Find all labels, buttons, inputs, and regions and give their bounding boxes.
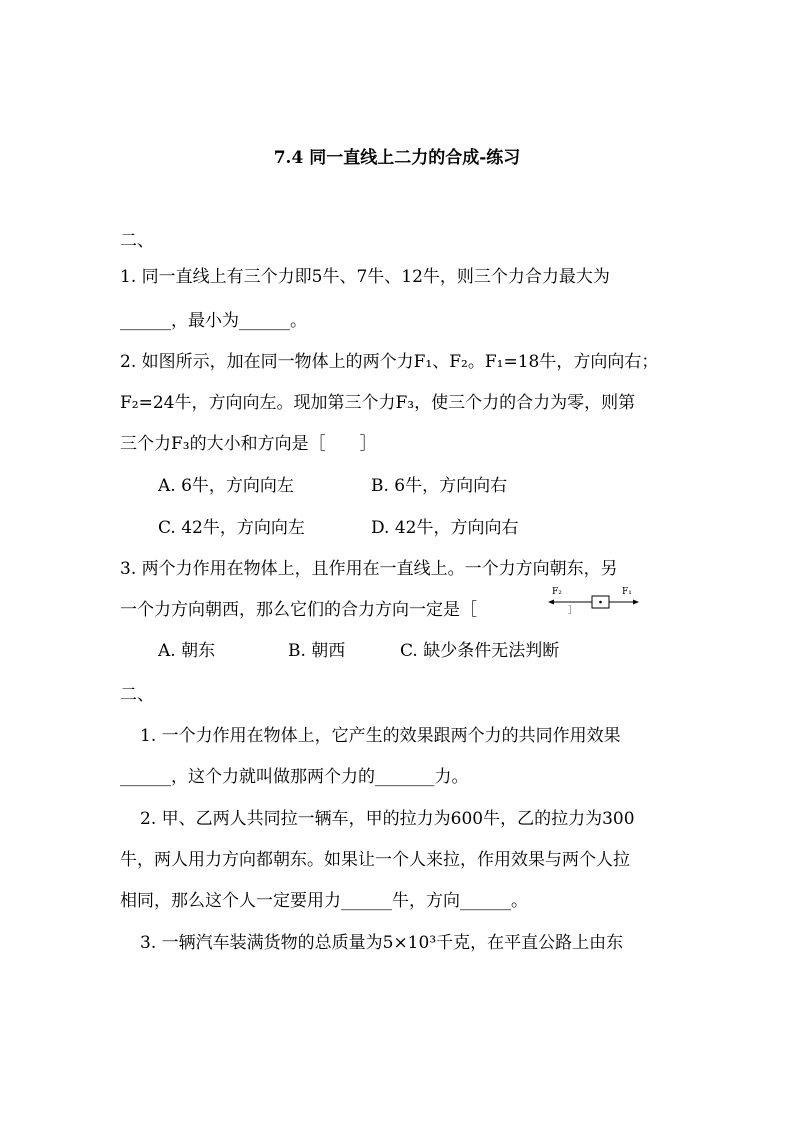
s2-q2-line-3: 相同，那么这个人一定要用力______牛，方向______。	[120, 891, 528, 911]
section-2-heading: 二、	[120, 685, 154, 705]
q1-line-2: ______，最小为______。	[120, 311, 307, 331]
q2-option-b: B. 6牛，方向向右	[371, 476, 508, 496]
q3-line-2: 一个力方向朝西，那么它们的合力方向一定是［	[120, 600, 477, 620]
q3-option-c: C. 缺少条件无法判断	[400, 641, 560, 661]
object-center-dot	[599, 601, 602, 604]
s2-q2-line-2: 牛，两人用力方向都朝东。如果让一个人来拉，作用效果与两个人拉	[120, 850, 630, 870]
q3-option-b: B. 朝西	[288, 641, 346, 661]
s2-q1-line-1: 1. 一个力作用在物体上，它产生的效果跟两个力的共同作用效果	[140, 726, 621, 746]
page-title: 7.4 同一直线上二力的合成-练习	[273, 148, 521, 168]
diagram-label-f2: F₂	[552, 587, 562, 597]
arrow-f1-head	[633, 600, 639, 605]
q3-line-1: 3. 两个力作用在物体上，且作用在一直线上。一个力方向朝东，另	[120, 559, 618, 579]
s2-q3-line-1: 3. 一辆汽车装满货物的总质量为5×10³千克，在平直公路上由东	[140, 933, 624, 953]
q3-bracket-close: ］	[568, 606, 578, 614]
q2-option-d: D. 42牛，方向向右	[371, 518, 519, 538]
q2-option-c: C. 42牛，方向向左	[158, 518, 305, 538]
q2-line-3: 三个力F₃的大小和方向是［ ］	[120, 434, 377, 454]
q2-line-2: F₂=24牛，方向向左。现加第三个力F₃，使三个力的合力为零，则第	[120, 393, 636, 413]
q2-option-a: A. 6牛，方向向左	[158, 476, 294, 496]
q1-line-1: 1. 同一直线上有三个力即5牛、7牛、12牛，则三个力合力最大为	[120, 267, 610, 287]
q2-line-1: 2. 如图所示，加在同一物体上的两个力F₁、F₂。F₁=18牛，方向向右；	[120, 352, 659, 372]
q3-option-a: A. 朝东	[158, 641, 216, 661]
section-1-heading: 二、	[120, 231, 154, 251]
arrow-f2-head	[548, 600, 554, 605]
s2-q2-line-1: 2. 甲、乙两人共同拉一辆车，甲的拉力为600牛，乙的拉力为300	[140, 809, 635, 829]
force-diagram	[546, 584, 646, 614]
s2-q1-line-2: ______，这个力就叫做那两个力的_______力。	[120, 767, 469, 787]
diagram-label-f1: F₁	[622, 587, 632, 597]
